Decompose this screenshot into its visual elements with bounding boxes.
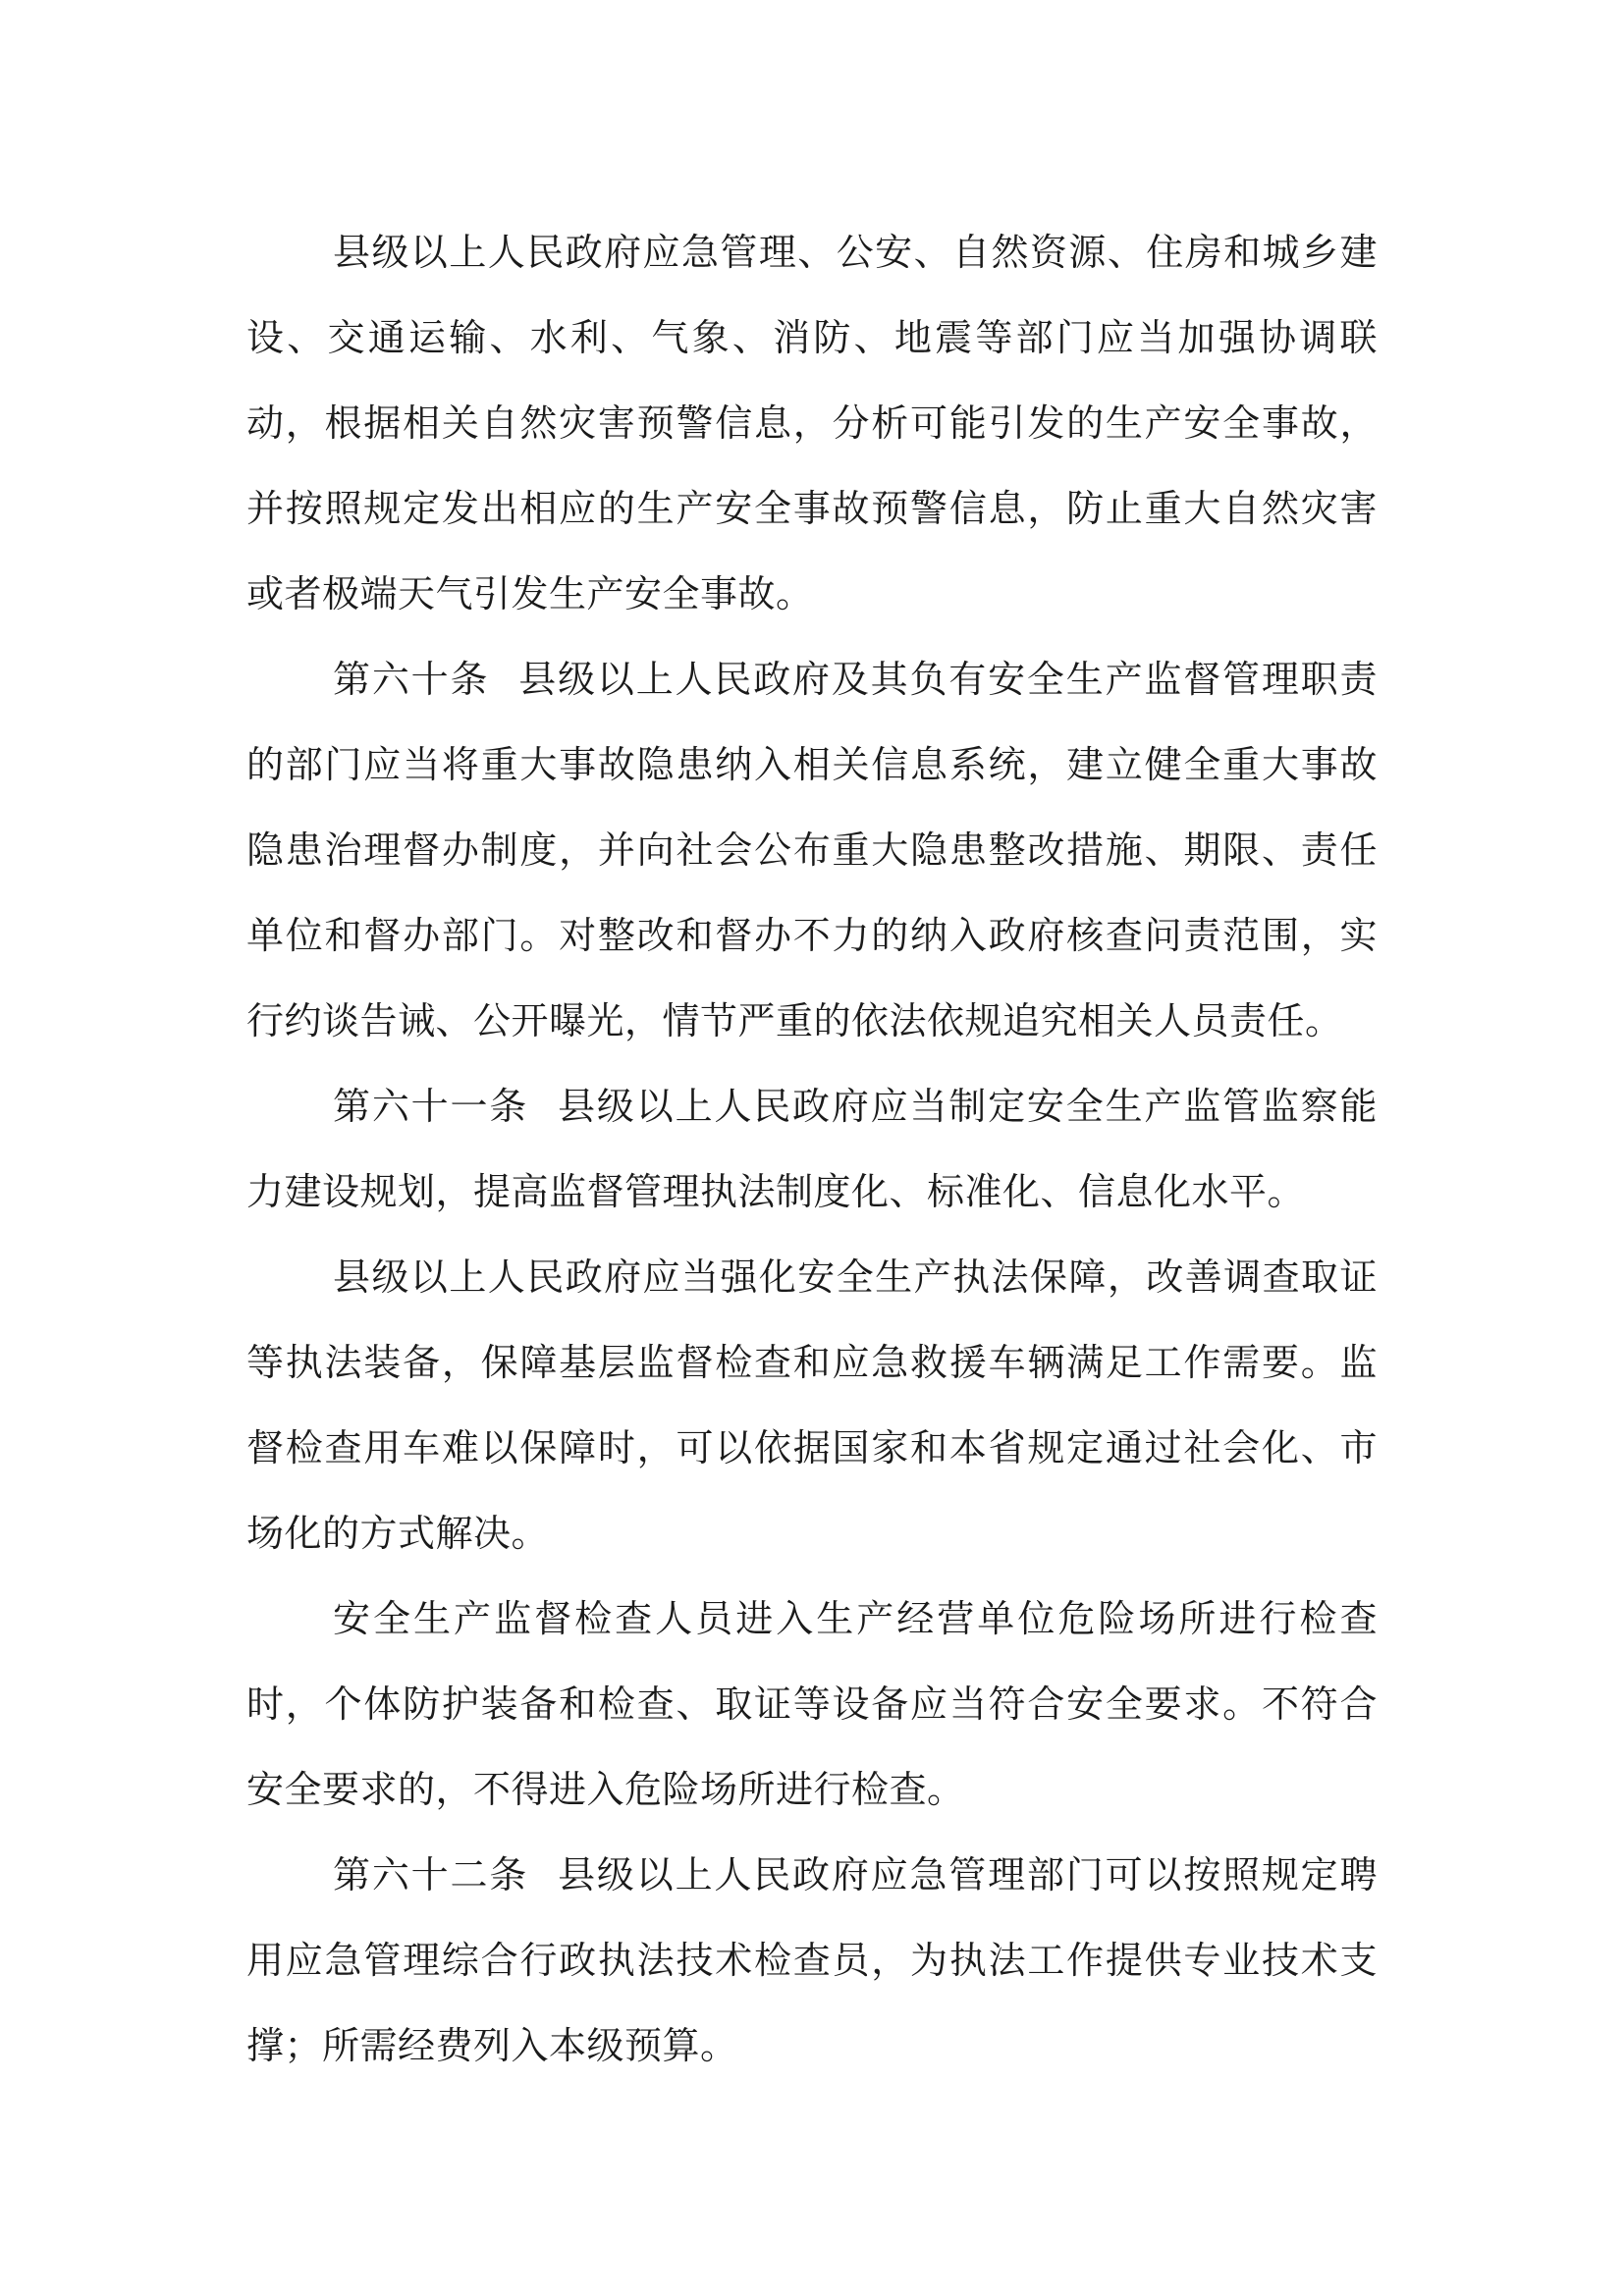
article-number: 第六十一条 [333, 1085, 529, 1128]
paragraph-text: 县级以上人民政府应急管理、公安、自然资源、住房和城乡建设、交通运输、水利、气象、消防、地震等部门应当加强协调联动，根据相关自然灾害预警信息，分析可能引发的生产安全事故，并按照规定发出相应的生产安全事故预警信息，防止重大自然灾害或者极端天气引发生产安全事故。 [246, 231, 1378, 615]
article-number: 第六十条 [333, 658, 490, 701]
paragraph-article-61 [246, 1064, 1378, 1235]
paragraph-text: 安全生产监督检查人员进入生产经营单位危险场所进行检查时，个体防护装备和检查、取证等设备应当符合安全要求。不符合安全要求的，不得进入危险场所进行检查。 [246, 1597, 1378, 1811]
paragraph-4 [246, 1235, 1378, 1576]
article-number: 第六十二条 [333, 1853, 529, 1896]
paragraph-text: 县级以上人民政府应急管理部门可以按照规定聘用应急管理综合行政执法技术检查员，为执法工作提供专业技术支撑；所需经费列入本级预算。 [246, 1853, 1378, 2067]
paragraph-article-62 [246, 1833, 1378, 2089]
paragraph-text: 县级以上人民政府应当制定安全生产监管监察能力建设规划，提高监督管理执法制度化、标准化、信息化水平。 [246, 1085, 1378, 1213]
paragraph-text: 县级以上人民政府应当强化安全生产执法保障，改善调查取证等执法装备，保障基层监督检查和应急救援车辆满足工作需要。监督检查用车难以保障时，可以依据国家和本省规定通过社会化、市场化的方式解决。 [246, 1255, 1378, 1555]
paragraph-text: 县级以上人民政府及其负有安全生产监督管理职责的部门应当将重大事故隐患纳入相关信息系统，建立健全重大事故隐患治理督办制度，并向社会公布重大隐患整改措施、期限、责任单位和督办部门。对整改和督办不力的纳入政府核查问责范围，实行约谈告诫、公开曝光，情节严重的依法依规追究相关人员责任。 [246, 658, 1378, 1042]
paragraph-5 [246, 1576, 1378, 1833]
paragraph-1 [246, 210, 1378, 637]
paragraph-article-60 [246, 637, 1378, 1064]
document-body [246, 210, 1378, 2089]
